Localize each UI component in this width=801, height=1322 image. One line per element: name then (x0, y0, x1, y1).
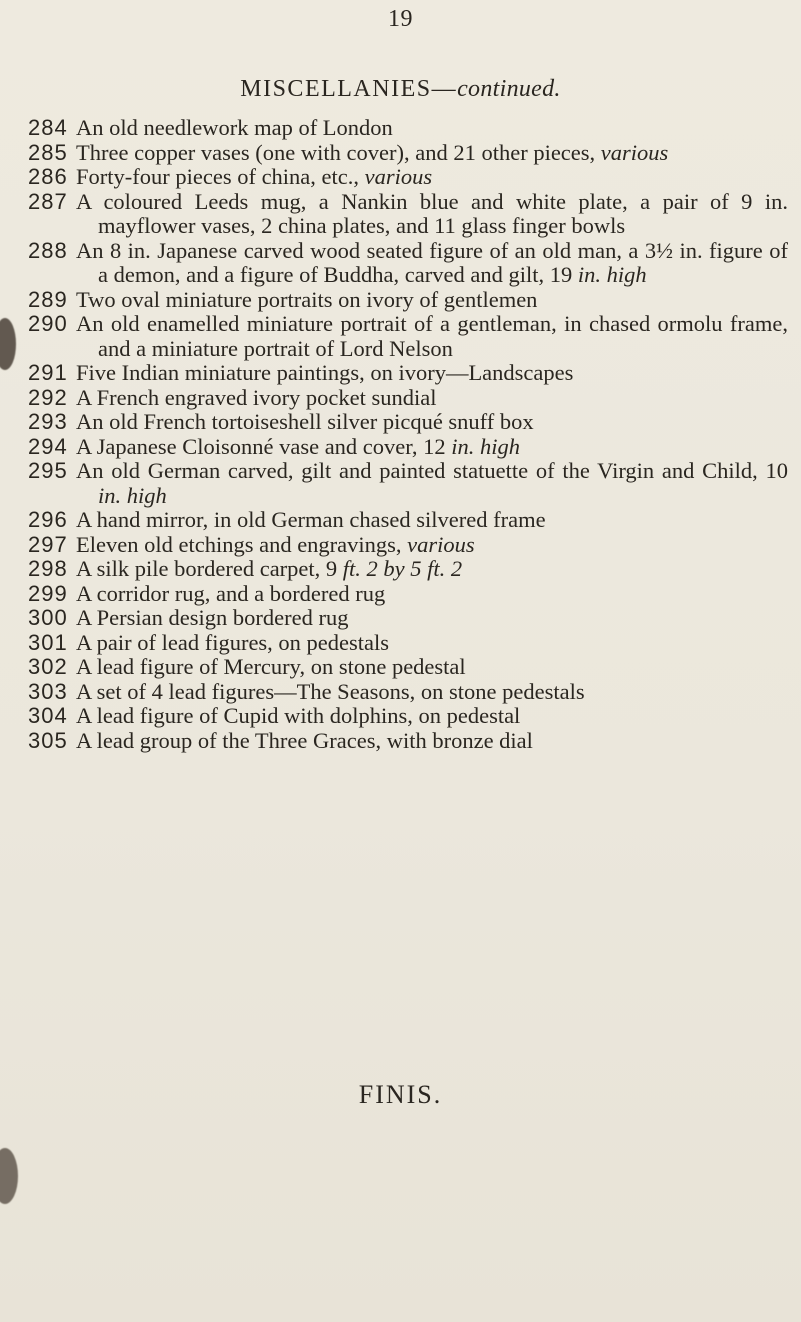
lot-description (76, 410, 788, 435)
lot-body (74, 410, 788, 435)
lot-entry (28, 582, 788, 607)
lot-entry (28, 704, 788, 729)
lot-description-text: A silk pile bordered carpet, 9 (76, 556, 338, 581)
lot-entry (28, 631, 788, 656)
lot-description (76, 606, 788, 631)
page-stain (0, 318, 16, 370)
lot-description (76, 557, 788, 582)
lot-number: 288 (28, 237, 68, 263)
lot-number: 285 (28, 139, 68, 165)
lot-entry (28, 410, 788, 435)
lot-description-text: A hand mirror, in old German chased silvered frame (76, 507, 546, 532)
lot-description-text: Forty-four pieces of china, etc., (76, 164, 360, 189)
lot-note: various (407, 531, 475, 557)
lot-entry (28, 435, 788, 460)
lot-entry (28, 361, 788, 386)
lot-number: 302 (28, 654, 68, 679)
lot-entry (28, 533, 788, 558)
section-heading (0, 76, 801, 103)
lot-entry (28, 459, 788, 508)
lot-number: 293 (28, 409, 68, 434)
lot-entry (28, 190, 788, 239)
lot-note: various (600, 139, 669, 165)
lot-number: 305 (28, 727, 68, 753)
lot-number: 290 (28, 311, 68, 336)
lot-number: 284 (28, 115, 68, 140)
section-heading-title: MISCELLANIES— (240, 76, 458, 102)
lot-description (76, 288, 788, 313)
lot-description-text: Three copper vases (one with cover), and 21 other pieces, (76, 139, 596, 165)
lot-number: 287 (28, 188, 68, 214)
lot-description (76, 190, 788, 239)
lot-body (74, 435, 788, 460)
lot-entry (28, 386, 788, 411)
lot-body (74, 557, 788, 582)
lot-note: in. high (98, 482, 167, 508)
lot-description (76, 582, 788, 607)
lot-description-text: A Japanese Cloisonné vase and cover, 12 (76, 433, 446, 459)
lot-description-text: An old enamelled miniature portrait of a gentleman, in chased ormolu frame, and a miniature portrait of Lord Nelson (76, 311, 788, 361)
lot-entry (28, 165, 788, 190)
lot-body (74, 116, 788, 141)
lot-body (74, 508, 788, 533)
lot-description (76, 141, 788, 166)
lot-note: ft. 2 by 5 ft. 2 (342, 556, 463, 581)
lot-description-text: An old French tortoiseshell silver picqué snuff box (76, 409, 534, 434)
lot-description-text: A pair of lead figures, on pedestals (76, 629, 390, 655)
lot-body (74, 704, 788, 729)
lot-body (74, 655, 788, 680)
finis: FINIS. (358, 1080, 443, 1109)
lot-number: 295 (28, 458, 68, 483)
lot-number: 296 (28, 507, 68, 532)
lot-description (76, 361, 788, 386)
lot-body (74, 361, 788, 386)
lot-number: 299 (28, 580, 68, 606)
lot-number: 300 (28, 605, 68, 630)
lot-description (76, 386, 788, 411)
lot-description-text: Two oval miniature portraits on ivory of gentlemen (76, 286, 538, 312)
lot-body (74, 459, 788, 508)
lot-entry (28, 288, 788, 313)
lot-body (74, 631, 788, 656)
lot-description-text: A lead group of the Three Graces, with bronze dial (76, 727, 533, 753)
lot-body (74, 190, 788, 239)
lot-entry (28, 508, 788, 533)
lot-list (28, 116, 788, 753)
lot-body (74, 312, 788, 361)
lot-description (76, 680, 788, 705)
lot-description-text: An old German carved, gilt and painted statuette of the Virgin and Child, 10 (76, 458, 788, 483)
lot-description-text: Five Indian miniature paintings, on ivory—Landscapes (76, 360, 574, 385)
lot-description (76, 312, 788, 361)
lot-entry (28, 116, 788, 141)
lot-number: 303 (28, 678, 68, 704)
lot-entry (28, 606, 788, 631)
lot-body (74, 582, 788, 607)
lot-body (74, 606, 788, 631)
lot-description (76, 631, 788, 656)
lot-description-text: A coloured Leeds mug, a Nankin blue and white plate, a pair of 9 in. mayflower vases, 2 china plates, and 11 glass finger bowls (76, 188, 788, 238)
lot-description-text: An old needlework map of London (76, 115, 393, 140)
lot-body (74, 680, 788, 705)
lot-number: 289 (28, 286, 68, 312)
lot-body (74, 239, 788, 288)
lot-note: in. high (577, 262, 647, 287)
lot-description-text: A lead figure of Mercury, on stone pedestal (76, 654, 466, 679)
lot-description (76, 729, 788, 754)
lot-note: in. high (451, 433, 521, 459)
lot-description (76, 704, 788, 729)
lot-body (74, 288, 788, 313)
lot-number: 291 (28, 360, 68, 385)
lot-entry (28, 141, 788, 166)
lot-description-text: A lead figure of Cupid with dolphins, on pedestal (76, 703, 521, 728)
lot-description-text: A corridor rug, and a bordered rug (76, 580, 386, 606)
lot-number: 294 (28, 433, 68, 459)
lot-entry (28, 680, 788, 705)
lot-note: various (364, 164, 433, 189)
page-stain (0, 1148, 18, 1204)
lot-description-text: An 8 in. Japanese carved wood seated figure of an old man, a 3½ in. figure of a demon, and a figure of Buddha, carved and gilt, 19 (76, 237, 788, 287)
lot-number: 301 (28, 629, 68, 655)
lot-description (76, 165, 788, 190)
lot-number: 286 (28, 164, 68, 189)
lot-number: 297 (28, 531, 68, 557)
lot-description-text: A French engraved ivory pocket sundial (76, 384, 437, 410)
lot-description (76, 508, 788, 533)
lot-number: 298 (28, 556, 68, 581)
lot-body (74, 386, 788, 411)
lot-description (76, 533, 788, 558)
lot-description-text: A set of 4 lead figures—The Seasons, on stone pedestals (76, 678, 585, 704)
lot-entry (28, 655, 788, 680)
lot-description (76, 239, 788, 288)
lot-entry (28, 239, 788, 288)
lot-entry (28, 312, 788, 361)
lot-body (74, 729, 788, 754)
lot-number: 292 (28, 384, 68, 410)
lot-body (74, 165, 788, 190)
lot-entry (28, 729, 788, 754)
lot-entry (28, 557, 788, 582)
lot-description-text: Eleven old etchings and engravings, (76, 531, 402, 557)
section-heading-continued: continued. (457, 76, 561, 102)
lot-body (74, 533, 788, 558)
lot-description (76, 459, 788, 508)
page-number: 19 (388, 6, 413, 32)
lot-description-text: A Persian design bordered rug (76, 605, 349, 630)
lot-body (74, 141, 788, 166)
lot-description (76, 655, 788, 680)
lot-number: 304 (28, 703, 68, 728)
lot-description (76, 435, 788, 460)
lot-description (76, 116, 788, 141)
